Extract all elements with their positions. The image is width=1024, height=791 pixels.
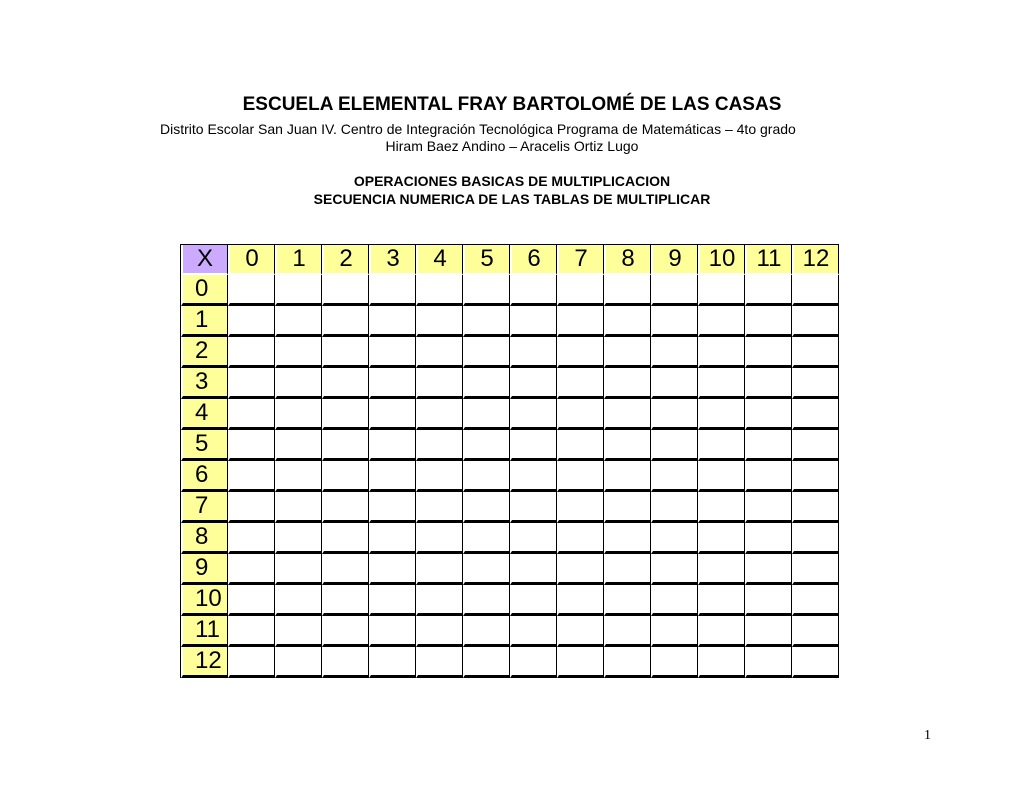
table-corner-label: X xyxy=(181,245,228,275)
answer-cell[interactable] xyxy=(651,337,698,368)
answer-cell[interactable] xyxy=(369,492,416,523)
answer-cell[interactable] xyxy=(369,368,416,399)
table-row xyxy=(181,585,839,616)
answer-cell[interactable] xyxy=(792,461,839,492)
answer-cell[interactable] xyxy=(322,430,369,461)
answer-cell[interactable] xyxy=(698,461,745,492)
answer-cell[interactable] xyxy=(463,461,510,492)
row-header: 9 xyxy=(181,554,228,585)
answer-cell[interactable] xyxy=(369,647,416,678)
answer-cell[interactable] xyxy=(275,399,322,430)
answer-cell[interactable] xyxy=(651,554,698,585)
school-title: ESCUELA ELEMENTAL FRAY BARTOLOMÉ DE LAS CASAS xyxy=(242,94,782,115)
answer-cell[interactable] xyxy=(745,461,792,492)
answer-cell[interactable] xyxy=(463,430,510,461)
answer-cell[interactable] xyxy=(698,585,745,616)
answer-cell[interactable] xyxy=(604,554,651,585)
answer-cell[interactable] xyxy=(416,461,463,492)
answer-cell[interactable] xyxy=(745,306,792,337)
answer-cell[interactable] xyxy=(510,275,557,306)
table-row xyxy=(181,368,839,399)
row-header: 2 xyxy=(181,337,228,368)
answer-cell[interactable] xyxy=(557,430,604,461)
answer-cell[interactable] xyxy=(604,461,651,492)
answer-cell[interactable] xyxy=(416,306,463,337)
answer-cell[interactable] xyxy=(698,523,745,554)
answer-cell[interactable] xyxy=(510,585,557,616)
answer-cell[interactable] xyxy=(228,523,275,554)
table-row xyxy=(181,306,839,337)
answer-cell[interactable] xyxy=(510,461,557,492)
answer-cell[interactable] xyxy=(416,585,463,616)
answer-cell[interactable] xyxy=(651,368,698,399)
answer-cell[interactable] xyxy=(604,616,651,647)
column-header: 5 xyxy=(463,245,510,275)
subtitle-sequence: SECUENCIA NUMERICA DE LAS TABLAS DE MULTIPLICAR xyxy=(313,191,711,207)
authors-line: Hiram Baez Andino – Aracelis Ortiz Lugo xyxy=(385,138,639,154)
answer-cell[interactable] xyxy=(369,306,416,337)
table-row xyxy=(181,430,839,461)
answer-cell[interactable] xyxy=(463,337,510,368)
table-row xyxy=(181,554,839,585)
row-header: 10 xyxy=(181,585,228,616)
answer-cell[interactable] xyxy=(604,585,651,616)
answer-cell[interactable] xyxy=(745,585,792,616)
answer-cell[interactable] xyxy=(275,461,322,492)
answer-cell[interactable] xyxy=(745,647,792,678)
answer-cell[interactable] xyxy=(416,399,463,430)
answer-cell[interactable] xyxy=(510,647,557,678)
column-header: 7 xyxy=(557,245,604,275)
answer-cell[interactable] xyxy=(557,647,604,678)
answer-cell[interactable] xyxy=(792,523,839,554)
answer-cell[interactable] xyxy=(745,492,792,523)
table-row xyxy=(181,461,839,492)
answer-cell[interactable] xyxy=(557,523,604,554)
answer-cell[interactable] xyxy=(228,275,275,306)
answer-cell[interactable] xyxy=(698,275,745,306)
answer-cell[interactable] xyxy=(651,430,698,461)
answer-cell[interactable] xyxy=(651,275,698,306)
answer-cell[interactable] xyxy=(416,368,463,399)
answer-cell[interactable] xyxy=(275,523,322,554)
answer-cell[interactable] xyxy=(651,585,698,616)
answer-cell[interactable] xyxy=(510,306,557,337)
row-header: 8 xyxy=(181,523,228,554)
answer-cell[interactable] xyxy=(651,399,698,430)
answer-cell[interactable] xyxy=(369,399,416,430)
column-header: 1 xyxy=(275,245,322,275)
column-header: 2 xyxy=(322,245,369,275)
answer-cell[interactable] xyxy=(322,275,369,306)
answer-cell[interactable] xyxy=(416,492,463,523)
column-header: 11 xyxy=(745,245,792,275)
answer-cell[interactable] xyxy=(463,554,510,585)
answer-cell[interactable] xyxy=(463,306,510,337)
answer-cell[interactable] xyxy=(416,275,463,306)
answer-cell[interactable] xyxy=(745,337,792,368)
answer-cell[interactable] xyxy=(792,492,839,523)
answer-cell[interactable] xyxy=(651,647,698,678)
answer-cell[interactable] xyxy=(698,430,745,461)
answer-cell[interactable] xyxy=(557,461,604,492)
column-header: 6 xyxy=(510,245,557,275)
answer-cell[interactable] xyxy=(604,368,651,399)
subtitle-operations: OPERACIONES BASICAS DE MULTIPLICACION xyxy=(353,173,671,189)
answer-cell[interactable] xyxy=(228,647,275,678)
answer-cell[interactable] xyxy=(698,492,745,523)
answer-cell[interactable] xyxy=(604,306,651,337)
answer-cell[interactable] xyxy=(228,430,275,461)
answer-cell[interactable] xyxy=(322,399,369,430)
table-row xyxy=(181,492,839,523)
answer-cell[interactable] xyxy=(369,461,416,492)
answer-cell[interactable] xyxy=(416,616,463,647)
answer-cell[interactable] xyxy=(745,616,792,647)
answer-cell[interactable] xyxy=(557,492,604,523)
answer-cell[interactable] xyxy=(745,430,792,461)
answer-cell[interactable] xyxy=(322,616,369,647)
answer-cell[interactable] xyxy=(510,492,557,523)
district-line: Distrito Escolar San Juan IV. Centro de Integración Tecnológica Programa de Matemáticas – 4to grado xyxy=(160,121,796,137)
answer-cell[interactable] xyxy=(792,399,839,430)
answer-cell[interactable] xyxy=(604,337,651,368)
answer-cell[interactable] xyxy=(557,554,604,585)
answer-cell[interactable] xyxy=(463,492,510,523)
answer-cell[interactable] xyxy=(651,616,698,647)
answer-cell[interactable] xyxy=(698,368,745,399)
row-header: 1 xyxy=(181,306,228,337)
answer-cell[interactable] xyxy=(275,337,322,368)
answer-cell[interactable] xyxy=(416,430,463,461)
column-header: 12 xyxy=(792,245,839,275)
answer-cell[interactable] xyxy=(510,337,557,368)
answer-cell[interactable] xyxy=(510,430,557,461)
answer-cell[interactable] xyxy=(792,554,839,585)
table-row xyxy=(181,337,839,368)
answer-cell[interactable] xyxy=(416,554,463,585)
row-header: 6 xyxy=(181,461,228,492)
answer-cell[interactable] xyxy=(604,523,651,554)
answer-cell[interactable] xyxy=(604,399,651,430)
row-header: 7 xyxy=(181,492,228,523)
answer-cell[interactable] xyxy=(698,399,745,430)
multiplication-table xyxy=(180,244,839,678)
answer-cell[interactable] xyxy=(792,368,839,399)
answer-cell[interactable] xyxy=(416,647,463,678)
answer-cell[interactable] xyxy=(322,585,369,616)
answer-cell[interactable] xyxy=(275,306,322,337)
answer-cell[interactable] xyxy=(792,337,839,368)
row-header: 11 xyxy=(181,616,228,647)
answer-cell[interactable] xyxy=(651,306,698,337)
answer-cell[interactable] xyxy=(463,616,510,647)
answer-cell[interactable] xyxy=(510,523,557,554)
row-header: 4 xyxy=(181,399,228,430)
answer-cell[interactable] xyxy=(228,492,275,523)
column-header: 4 xyxy=(416,245,463,275)
answer-cell[interactable] xyxy=(557,368,604,399)
answer-cell[interactable] xyxy=(275,647,322,678)
answer-cell[interactable] xyxy=(745,275,792,306)
answer-cell[interactable] xyxy=(369,430,416,461)
answer-cell[interactable] xyxy=(369,616,416,647)
answer-cell[interactable] xyxy=(792,647,839,678)
answer-cell[interactable] xyxy=(557,585,604,616)
answer-cell[interactable] xyxy=(463,275,510,306)
answer-cell[interactable] xyxy=(557,306,604,337)
answer-cell[interactable] xyxy=(416,523,463,554)
answer-cell[interactable] xyxy=(322,306,369,337)
column-header: 0 xyxy=(228,245,275,275)
answer-cell[interactable] xyxy=(463,585,510,616)
answer-cell[interactable] xyxy=(604,492,651,523)
row-header: 3 xyxy=(181,368,228,399)
answer-cell[interactable] xyxy=(651,492,698,523)
answer-cell[interactable] xyxy=(557,275,604,306)
row-header: 12 xyxy=(181,647,228,678)
answer-cell[interactable] xyxy=(228,616,275,647)
answer-cell[interactable] xyxy=(275,430,322,461)
answer-cell[interactable] xyxy=(322,461,369,492)
answer-cell[interactable] xyxy=(322,368,369,399)
answer-cell[interactable] xyxy=(228,337,275,368)
answer-cell[interactable] xyxy=(228,554,275,585)
answer-cell[interactable] xyxy=(322,647,369,678)
answer-cell[interactable] xyxy=(275,616,322,647)
answer-cell[interactable] xyxy=(463,399,510,430)
table-row xyxy=(181,275,839,306)
table-row xyxy=(181,523,839,554)
answer-cell[interactable] xyxy=(369,337,416,368)
answer-cell[interactable] xyxy=(557,616,604,647)
answer-cell[interactable] xyxy=(275,585,322,616)
row-header: 5 xyxy=(181,430,228,461)
table-row xyxy=(181,616,839,647)
answer-cell[interactable] xyxy=(651,461,698,492)
answer-cell[interactable] xyxy=(510,368,557,399)
row-header: 0 xyxy=(181,275,228,306)
answer-cell[interactable] xyxy=(463,647,510,678)
answer-cell[interactable] xyxy=(275,554,322,585)
answer-cell[interactable] xyxy=(745,554,792,585)
answer-cell[interactable] xyxy=(745,368,792,399)
answer-cell[interactable] xyxy=(510,616,557,647)
answer-cell[interactable] xyxy=(698,647,745,678)
answer-cell[interactable] xyxy=(745,399,792,430)
answer-cell[interactable] xyxy=(322,523,369,554)
answer-cell[interactable] xyxy=(463,368,510,399)
answer-cell[interactable] xyxy=(604,430,651,461)
answer-cell[interactable] xyxy=(745,523,792,554)
table-header-row xyxy=(181,245,839,275)
answer-cell[interactable] xyxy=(369,275,416,306)
column-header: 9 xyxy=(651,245,698,275)
answer-cell[interactable] xyxy=(792,275,839,306)
answer-cell[interactable] xyxy=(369,554,416,585)
answer-cell[interactable] xyxy=(792,306,839,337)
table-row xyxy=(181,399,839,430)
answer-cell[interactable] xyxy=(698,616,745,647)
answer-cell[interactable] xyxy=(698,306,745,337)
answer-cell[interactable] xyxy=(651,523,698,554)
answer-cell[interactable] xyxy=(557,337,604,368)
answer-cell[interactable] xyxy=(510,399,557,430)
answer-cell[interactable] xyxy=(604,275,651,306)
answer-cell[interactable] xyxy=(322,337,369,368)
answer-cell[interactable] xyxy=(698,337,745,368)
column-header: 3 xyxy=(369,245,416,275)
answer-cell[interactable] xyxy=(792,585,839,616)
answer-cell[interactable] xyxy=(228,368,275,399)
answer-cell[interactable] xyxy=(275,492,322,523)
answer-cell[interactable] xyxy=(322,492,369,523)
answer-cell[interactable] xyxy=(228,306,275,337)
answer-cell[interactable] xyxy=(322,554,369,585)
answer-cell[interactable] xyxy=(369,523,416,554)
page-number: 1 xyxy=(924,728,931,743)
answer-cell[interactable] xyxy=(604,647,651,678)
answer-cell[interactable] xyxy=(463,523,510,554)
column-header: 8 xyxy=(604,245,651,275)
answer-cell[interactable] xyxy=(792,430,839,461)
table-row xyxy=(181,647,839,678)
answer-cell[interactable] xyxy=(792,616,839,647)
answer-cell[interactable] xyxy=(228,461,275,492)
column-header: 10 xyxy=(698,245,745,275)
answer-cell[interactable] xyxy=(275,368,322,399)
answer-cell[interactable] xyxy=(369,585,416,616)
answer-cell[interactable] xyxy=(275,275,322,306)
answer-cell[interactable] xyxy=(228,585,275,616)
answer-cell[interactable] xyxy=(557,399,604,430)
answer-cell[interactable] xyxy=(228,399,275,430)
answer-cell[interactable] xyxy=(698,554,745,585)
answer-cell[interactable] xyxy=(510,554,557,585)
answer-cell[interactable] xyxy=(416,337,463,368)
